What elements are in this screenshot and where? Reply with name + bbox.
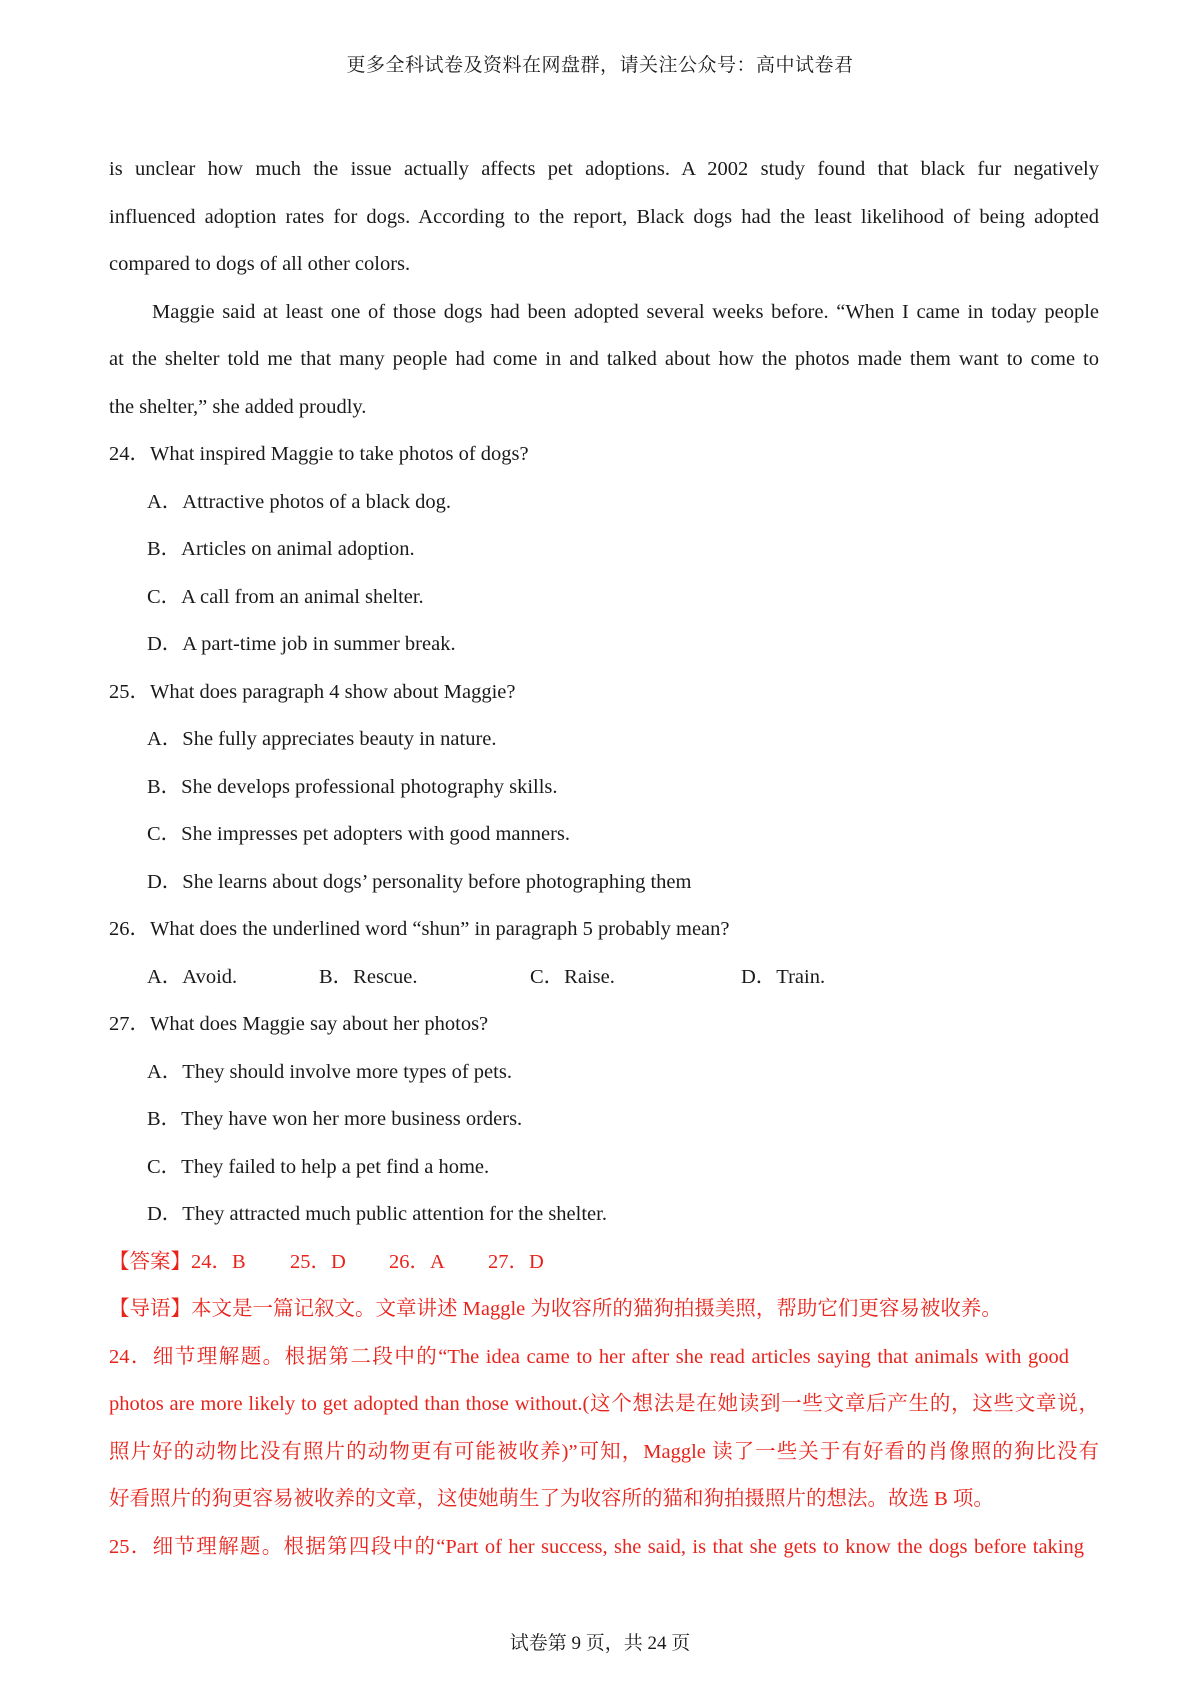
question-option: A．Attractive photos of a black dog.: [147, 490, 452, 513]
question-option: D．A part-time job in summer break.: [147, 633, 456, 655]
answer-item: 26．A: [389, 1250, 445, 1273]
passage-line: at the shelter told me that many people had come in and talked about how the photos made them want to come to: [109, 348, 1099, 370]
question-stem: 26．What does the underlined word “shun” in paragraph 5 probably mean?: [109, 918, 730, 940]
question-option: C．Raise.: [530, 965, 615, 988]
question-option: B．She develops professional photography skills.: [147, 775, 558, 798]
question-option: B．They have won her more business orders.: [147, 1108, 523, 1130]
question-option: D．They attracted much public attention for the shelter.: [147, 1203, 607, 1225]
question-option: D．Train.: [741, 965, 826, 988]
question-option: C．A call from an animal shelter.: [147, 585, 424, 608]
question-option: D．She learns about dogs’ personality before photographing them: [147, 870, 692, 893]
page-content: [109, 146, 1099, 1571]
question-option: C．They failed to help a pet find a home.: [147, 1155, 490, 1178]
question-stem: 27．What does Maggie say about her photos?: [109, 1013, 489, 1035]
guide-line: 【导语】本文是一篇记叙文。文章讲述 Maggle 为收容所的猫狗拍摄美照，帮助它们更容易被收养。: [109, 1298, 1002, 1320]
passage-line: Maggie said at least one of those dogs had been adopted several weeks before. “When I came in today people: [152, 300, 1099, 323]
question-stem: 24．What inspired Maggie to take photos of dogs?: [109, 443, 529, 465]
explanation-line: photos are more likely to get adopted than those without.(这个想法是在她读到一些文章后产生的，这些文章说，: [109, 1393, 1099, 1415]
explanation-line: 24．细节理解题。根据第二段中的“The idea came to her after she read articles saying that animals with good: [109, 1345, 1069, 1368]
passage-line: influenced adoption rates for dogs. According to the report, Black dogs had the least likelihood of being adopted: [109, 205, 1099, 228]
page-footer: 试卷第 9 页，共 24 页: [509, 1633, 691, 1654]
question-option: B．Articles on animal adoption.: [147, 538, 415, 560]
question-option: A．They should involve more types of pets.: [147, 1060, 512, 1083]
explanation-line: 照片好的动物比没有照片的动物更有可能被收养)”可知，Maggle 读了一些关于有好看的肖像照的狗比没有: [109, 1440, 1099, 1463]
question-stem: 25．What does paragraph 4 show about Maggie?: [109, 680, 516, 703]
passage-line: is unclear how much the issue actually affects pet adoptions. A 2002 study found that black fur negatively: [109, 158, 1099, 180]
question-option: B．Rescue.: [319, 965, 418, 988]
answer-item: 25．D: [290, 1250, 346, 1273]
question-option: C．She impresses pet adopters with good manners.: [147, 823, 571, 845]
explanation-line: 好看照片的狗更容易被收养的文章，这使她萌生了为收容所的猫和狗拍摄照片的想法。故选 B 项。: [109, 1488, 994, 1510]
question-option: A．Avoid.: [147, 965, 238, 988]
answer-item: 27．D: [488, 1250, 544, 1273]
answer-item: 24．B: [191, 1250, 246, 1273]
answer-label: 【答案】: [109, 1250, 191, 1273]
answer-line: [109, 1239, 1099, 1287]
passage-line: the shelter,” she added proudly.: [109, 395, 367, 418]
question-options-row: [109, 954, 1099, 1002]
passage-line: compared to dogs of all other colors.: [109, 253, 411, 275]
question-option: A．She fully appreciates beauty in nature.: [147, 728, 497, 750]
explanation-line: 25．细节理解题。根据第四段中的“Part of her success, she said, is that she gets to know the dogs before taking: [109, 1535, 1084, 1558]
page-header: 更多全科试卷及资料在网盘群，请关注公众号：高中试卷君: [346, 55, 854, 76]
